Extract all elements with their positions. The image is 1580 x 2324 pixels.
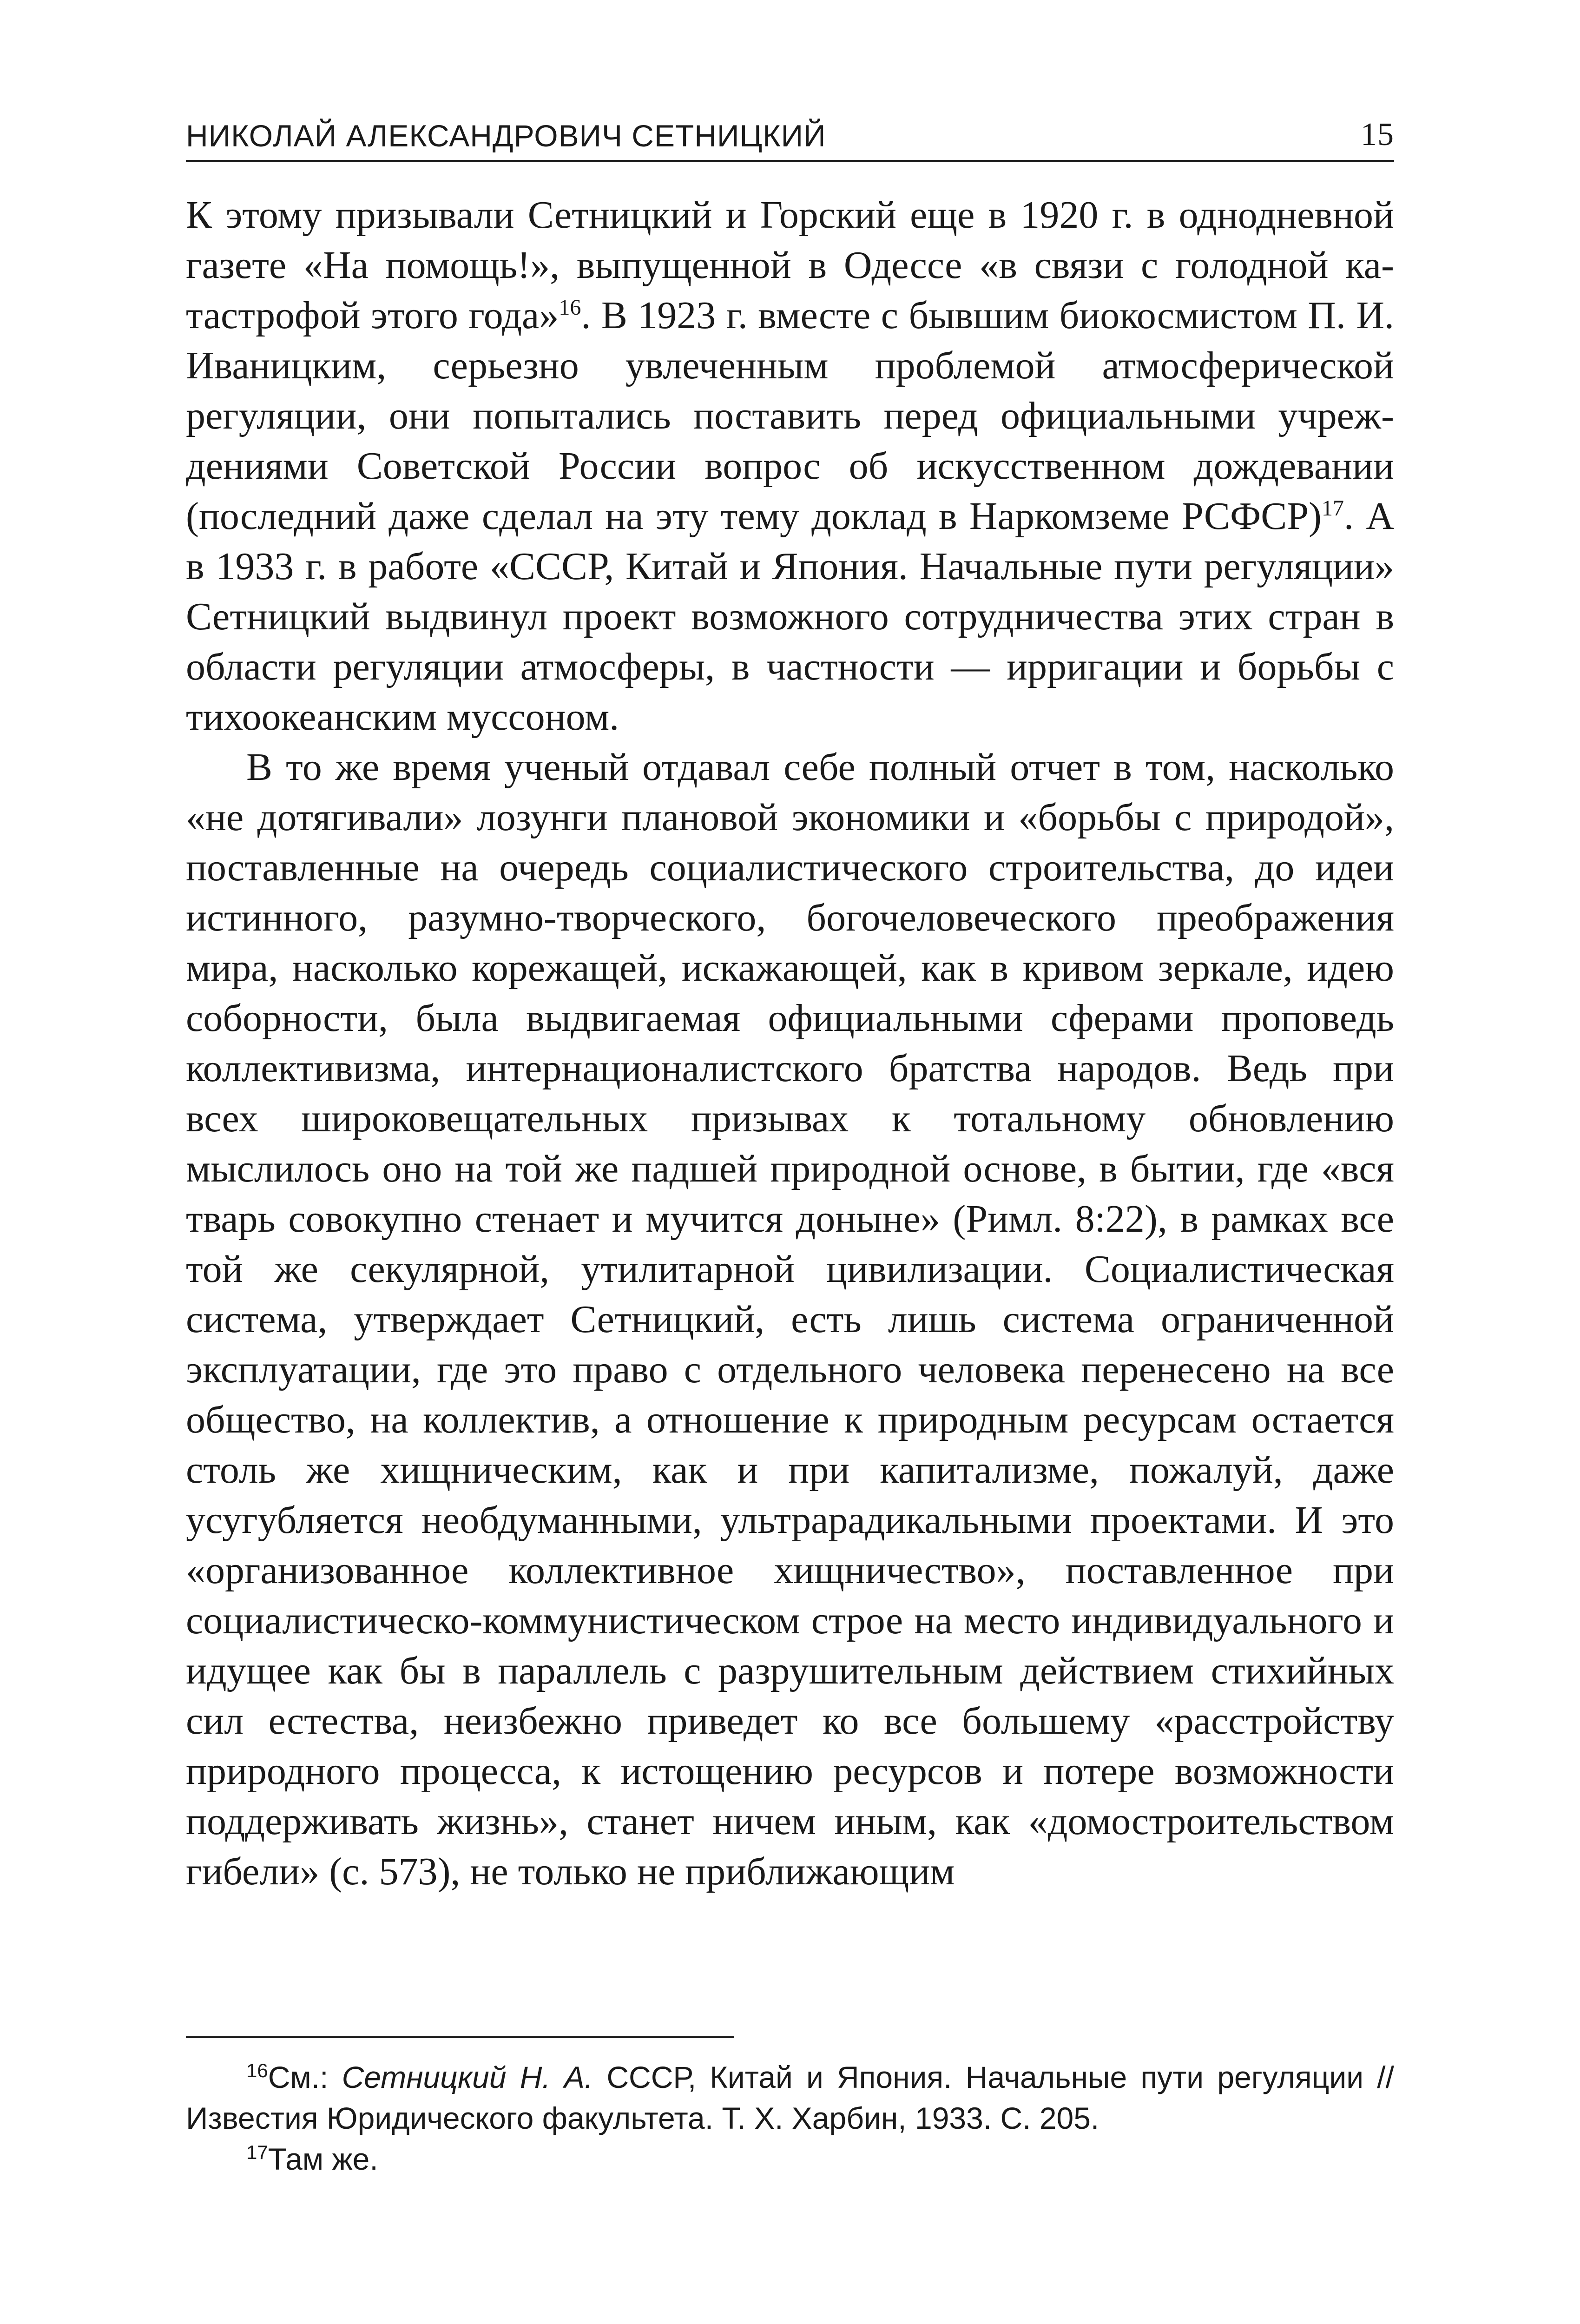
- footnote-ref-16[interactable]: 16: [559, 295, 581, 320]
- footnote-16-number: 16: [246, 2060, 268, 2081]
- footnote-separator: [186, 2036, 734, 2038]
- footnote-17: [186, 2139, 1394, 2179]
- footnote-16: [186, 2057, 1394, 2139]
- paragraph-1-part-2: . В 1923 г. вместе с бывшим биокосмистом П. И. Иваницким, серьезно увлеченным проблемой атмосферической регуляции, они попытались поставить перед официальными учреждениями Советской России вопрос об искусственном дождевании (последний даже сделал на эту тему доклад в Наркомземе РСФСР): [186, 294, 1394, 538]
- footnote-16-text: СССР, Китай и Япония. Начальные пути регуляции // Известия Юридического факультета. Т. X. Харбин, 1933. С. 205.: [186, 2060, 1394, 2135]
- main-text: [186, 190, 1394, 1897]
- footnote-17-number: 17: [246, 2141, 268, 2163]
- running-title: НИКОЛАЙ АЛЕКСАНДРОВИЧ СЕТНИЦКИЙ: [186, 119, 826, 153]
- footnote-ref-17[interactable]: 17: [1322, 496, 1344, 521]
- page-number: 15: [1361, 117, 1394, 152]
- paragraph-1: [186, 190, 1394, 742]
- footnote-16-lead: См.:: [268, 2060, 342, 2094]
- paragraph-1-part-3: . А в 1933 г. в работе «СССР, Китай и Япония. Начальные пути регуляции» Сетницкий выдвинул проект возможного сотрудничества этих стран в области регуляции атмосферы, в частности — ирригации и борьбы с тихоокеанским муссоном.: [186, 495, 1394, 739]
- footnote-16-author: Сетницкий Н. А.: [342, 2060, 593, 2094]
- footnotes: [186, 2057, 1394, 2179]
- running-header: [186, 116, 1394, 162]
- book-page: [186, 116, 1394, 2179]
- paragraph-2: В то же время ученый отдавал себе полный отчет в том, насколько «не дотягивали» лозунги плановой экономики и «борьбы с природой», поставленные на очередь социалистического строительства, до идеи истинного, разумно-творческого, богочеловеческого преображения мира, насколько корежащей, искажающей, как в кривом зеркале, идею соборности, была выдвигаемая официальными сферами проповедь коллективизма, интернационалистского братства народов. Ведь при всех широковещательных призывах к тотальному обновлению мыслилось оно на той же падшей природной основе, в бытии, где «вся тварь совокупно стенает и мучится доныне» (Римл. 8:22), в рамках все той же секулярной, утилитарной цивилизации. Социалистическая система, утверждает Сетницкий, есть лишь система ограниченной эксплуатации, где это право с отдельного человека перенесено на все общество, на коллектив, а отношение к природным ресурсам остается столь же хищническим, как и при капитализме, пожалуй, даже усугубляется необдуманными, ультрарадикальными проектами. И это «организованное коллективное хищничество», поставленное при социалистическо-коммунистическом строе на место индивидуального и идущее как бы в параллель с разрушительным действием стихийных сил естества, неизбежно приведет ко все большему «расстройству природного процесса, к истощению ресурсов и потере возможности поддерживать жизнь», станет ничем иным, как «домостроительством гибели» (с. 573), не только не приближающим: [186, 746, 1394, 1893]
- paragraph-1-part-1: К этому призывали Сетницкий и Горский еще в 1920 г. в однодневной газете «На помощь!», выпущенной в Одессе «в связи с голодной катастрофой этого года»: [186, 193, 1394, 337]
- footnote-17-text: Там же.: [268, 2142, 378, 2176]
